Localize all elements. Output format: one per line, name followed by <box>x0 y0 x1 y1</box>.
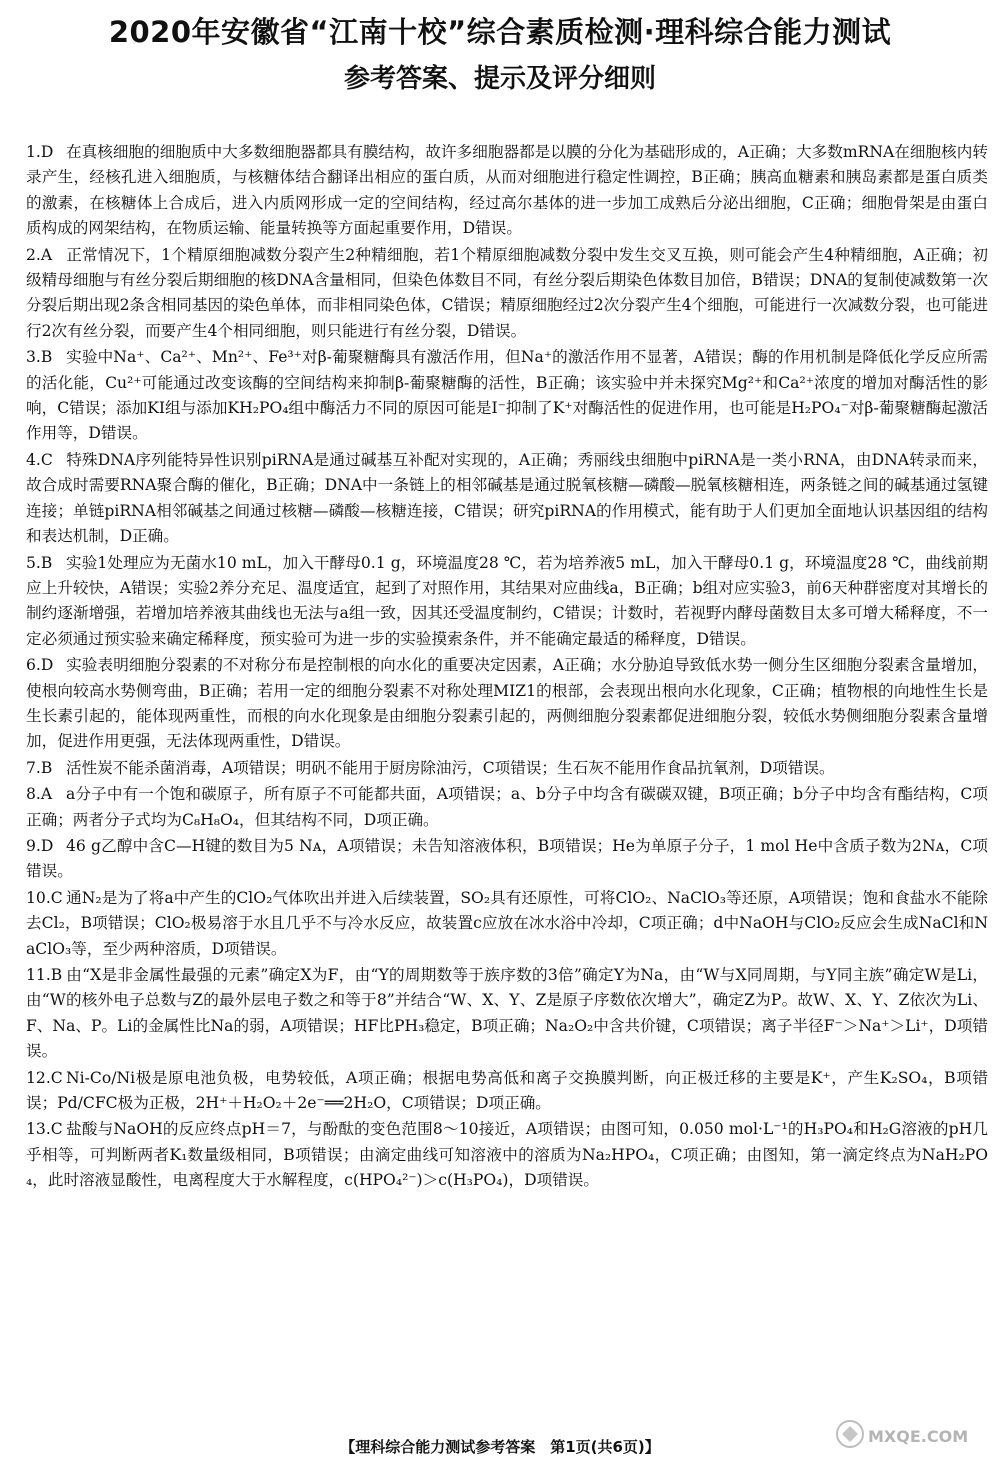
answer-number: 13.C <box>26 1120 63 1139</box>
answer-item-3 <box>26 345 988 447</box>
answer-item-2 <box>26 243 988 345</box>
answer-explanation: 实验1处理应为无菌水10 mL，加入干酵母0.1 g，环境温度28 ℃，若为培养液5 mL，加入干酵母0.1 g，环境温度28 ℃，曲线前期应上升较快，A错误；实验2养分充足、温度适宜，起到了对照作用，其结果对应曲线a，B正确；b组对应实验3，前6天种群密度对其增长的制约逐渐增强，若增加培养液其曲线也无法与a组一致，因其还受温度制约，C错误；计数时，若视野内酵母菌数目太多可增大稀释度，不一定必须通过预实验来确定稀释度，预实验可为进一步的实验摸索条件，并不能确定最适的稀释度，D错误。 <box>26 553 988 648</box>
answer-explanation: 由“X是非金属性最强的元素”确定X为F，由“Y的周期数等于族序数的3倍”确定Y为Na，由“W与X同周期，与Y同主族”确定W是Li，由“W的核外电子总数与Z的最外层电子数之和等于8”并结合“W、X、Y、Z是原子序数依次增大”，确定Z为P。故W、X、Y、Z依次为Li、F、Na、P。Li的金属性比Na的弱，A项错误；HF比PH₃稳定，B项正确；Na₂O₂中含共价键，C项错误；离子半径F⁻＞Na⁺＞Li⁺，D项错误。 <box>26 966 988 1061</box>
answer-item-4 <box>26 448 988 550</box>
answer-number: 12.C <box>26 1068 63 1087</box>
answer-number: 4.C <box>26 450 53 469</box>
answer-item-11 <box>26 963 988 1065</box>
answer-number: 10.C <box>26 888 63 907</box>
answer-explanation: a分子中有一个饱和碳原子，所有原子不可能都共面，A项错误；a、b分子中均含有碳碳双键，B项正确；b分子中均含有酯结构，C项正确；两者分子式均为C₈H₈O₄，但其结构不同，D项正确。 <box>26 785 988 829</box>
answer-number: 11.B <box>26 966 63 984</box>
answer-list <box>26 140 988 1195</box>
answer-number: 7.B <box>26 758 53 777</box>
answer-explanation: 特殊DNA序列能特异性识别piRNA是通过碱基互补配对实现的，A正确；秀丽线虫细胞中piRNA是一类小RNA，由DNA转录而来，故合成时需要RNA聚合酶的催化，B正确；DNA中一条链上的相邻碱基是通过脱氧核糖—磷酸—脱氧核糖相连，两条链之间的碱基通过氢键连接；单链piRNA相邻碱基之间通过核糖—磷酸—核糖连接，C错误；研究piRNA的作用模式，能有助于人们更加全面地认识基因组的结构和表达机制，D正确。 <box>26 450 988 546</box>
answer-item-9 <box>26 834 988 885</box>
watermark-logo <box>832 1412 982 1462</box>
answer-explanation: Ni-Co/Ni极是原电池负极，电势较低，A项正确；根据电势高低和离子交换膜判断，向正极迁移的主要是K⁺，产生K₂SO₄，B项错误；Pd/CFC极为正极，2H⁺＋H₂O₂＋2e⁻══2H₂O，C项错误；D项正确。 <box>26 1068 988 1113</box>
watermark-text: MXQE.COM <box>868 1427 969 1446</box>
answer-number: 9.D <box>26 836 54 855</box>
page-title: 2020年安徽省“江南十校”综合素质检测·理科综合能力测试 <box>108 15 892 49</box>
answer-item-6 <box>26 653 988 755</box>
answer-explanation: 46 g乙醇中含C—H键的数目为5 Nᴀ，A项错误；未告知溶液体积，B项错误；He为单原子分子，1 mol He中含质子数为2Nᴀ，C项错误。 <box>26 836 988 881</box>
answer-item-13 <box>26 1117 988 1193</box>
answer-item-7 <box>26 756 988 781</box>
answer-number: 2.A <box>26 245 53 264</box>
answer-number: 8.A <box>26 785 53 804</box>
page-subtitle: 参考答案、提示及评分细则 <box>343 64 656 94</box>
answer-item-5 <box>26 551 988 653</box>
answer-item-10 <box>26 886 988 962</box>
answer-item-12 <box>26 1066 988 1117</box>
answer-explanation: 盐酸与NaOH的反应终点pH＝7，与酚酞的变色范围8～10接近，A项错误；由图可知，0.050 mol·L⁻¹的H₃PO₄和H₂G溶液的pH几乎相等，可判断两者K₁数量级相同，B项错误；由滴定曲线可知溶液中的溶质为Na₂HPO₄，C项正确；由图知，第一滴定终点为NaH₂PO₄，此时溶液显酸性，电离程度大于水解程度，c(HPO₄²⁻)＞c(H₃PO₄)，D项错误。 <box>26 1120 988 1190</box>
answer-item-8 <box>26 782 988 833</box>
answer-number: 3.B <box>26 348 53 367</box>
answer-item-1 <box>26 140 988 242</box>
answer-number: 5.B <box>26 553 53 572</box>
answer-explanation: 通N₂是为了将a中产生的ClO₂气体吹出并进入后续装置，SO₂具有还原性，可将ClO₂、NaClO₃等还原，A项错误；饱和食盐水不能除去Cl₂，B项错误；ClO₂极易溶于水且几乎不与冷水反应，故装置c应放在冰水浴中冷却，C项正确；d中NaOH与ClO₂反应会生成NaCl和NaClO₃等，至少两种溶质，D项错误。 <box>26 888 988 958</box>
answer-explanation: 实验表明细胞分裂素的不对称分布是控制根的向水化的重要决定因素，A正确；水分胁迫导致低水势一侧分生区细胞分裂素含量增加，使根向较高水势侧弯曲，B正确；若用一定的细胞分裂素不对称处理MIZ1的根部，会表现出根向水化现象，C正确；植物根的向地性生长是生长素引起的，能体现两重性，而根的向水化现象是由细胞分裂素引起的，两侧细胞分裂素都促进细胞分裂，较低水势侧细胞分裂素含量增加，促进作用更强，无法体现两重性，D错误。 <box>26 656 988 751</box>
answer-explanation: 活性炭不能杀菌消毒，A项错误；明矾不能用于厨房除油污，C项错误；生石灰不能用作食品抗氧剂，D项错误。 <box>66 758 835 777</box>
page-footer: 【理科综合能力测试参考答案 第1页(共6页)】 <box>340 1438 660 1456</box>
answer-explanation: 在真核细胞的细胞质中大多数细胞器都具有膜结构，故许多细胞器都是以膜的分化为基础形成的，A正确；大多数mRNA在细胞核内转录产生，经核孔进入细胞质，与核糖体结合翻译出相应的蛋白质，从而对细胞进行稳定性调控，B正确；胰高血糖素和胰岛素都是蛋白质类的激素，在核糖体上合成后，进入内质网形成一定的空间结构，经过高尔基体的进一步加工成熟后分泌出细胞，C正确；细胞骨架是由蛋白质构成的网架结构，在物质运输、能量转换等方面起重要作用，D错误。 <box>26 143 988 238</box>
answer-explanation: 正常情况下，1个精原细胞减数分裂产生2种精细胞，若1个精原细胞减数分裂中发生交叉互换，则可能会产生4种精细胞，A正确；初级精母细胞与有丝分裂后期细胞的核DNA含量相同，但染色体数目不同，有丝分裂后期染色体数目加倍，B错误；DNA的复制使减数第一次分裂后期出现2条含相同基因的染色单体，而非相同染色体，C错误；精原细胞经过2次分裂产生4个细胞，可能进行一次减数分裂，也可能进行2次有丝分裂，而要产生4个相同细胞，则只能进行有丝分裂，D错误。 <box>26 245 988 340</box>
answer-explanation: 实验中Na⁺、Ca²⁺、Mn²⁺、Fe³⁺对β-葡聚糖酶具有激活作用，但Na⁺的激活作用不显著，A错误；酶的作用机制是降低化学反应所需的活化能，Cu²⁺可能通过改变该酶的空间结构来抑制β-葡聚糖酶的活性，B正确；该实验中并未探究Mg²⁺和Ca²⁺浓度的增加对酶活性的影响，C错误；添加KI组与添加KH₂PO₄组中酶活力不同的原因可能是I⁻抑制了K⁺对酶活性的促进作用，也可能是H₂PO₄⁻对β-葡聚糖酶起激活作用等，D错误。 <box>26 348 988 443</box>
answer-number: 1.D <box>26 143 54 161</box>
answer-number: 6.D <box>26 656 54 675</box>
